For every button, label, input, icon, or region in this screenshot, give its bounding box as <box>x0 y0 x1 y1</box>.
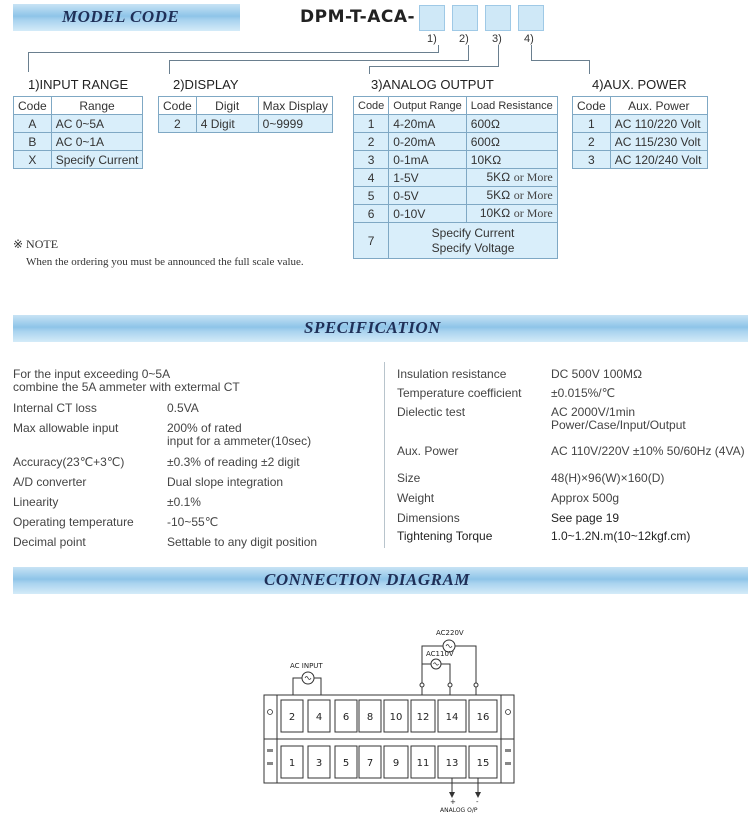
table-row <box>14 115 143 133</box>
terminal-label: 13 <box>445 758 459 769</box>
load-resistance-cell <box>466 187 557 205</box>
specification-title: SPECIFICATION <box>304 318 441 337</box>
terminal-label: 8 <box>366 712 374 723</box>
note-title: ※ NOTE <box>13 237 59 251</box>
spec-value: ±0.3% of reading ±2 digit <box>167 455 300 469</box>
spec-label: Insulation resistance <box>397 367 507 381</box>
code-box-1 <box>419 5 445 31</box>
spec-value: DC 500V 100MΩ <box>551 367 643 381</box>
mounting-hole <box>506 710 511 715</box>
spec-intro-line1: For the input exceeding 0~5A <box>13 367 171 381</box>
spec-intro-line2: combine the 5A ammeter with extermal CT <box>13 380 240 394</box>
table-row <box>159 115 333 133</box>
model-code-title: MODEL CODE <box>62 7 180 26</box>
spec-value: ±0.015%/℃ <box>551 386 616 400</box>
resistance-qualifier: or More <box>513 206 553 220</box>
header-max-display: Max Display <box>258 97 332 115</box>
spec-value: Settable to any digit position <box>167 535 318 549</box>
code-cell: 2 <box>159 115 197 133</box>
header-code: Code <box>573 97 611 115</box>
position-label-2: 2) <box>459 33 469 45</box>
range-cell: AC 0~1A <box>51 133 143 151</box>
connector-line-3 <box>369 66 370 74</box>
resistance-value: 5KΩ <box>486 170 511 184</box>
spec-value: Dual slope integration <box>167 475 284 489</box>
ac110-label: AC110V <box>426 650 454 658</box>
spec-label: Max allowable input <box>13 421 119 435</box>
spec-label: Size <box>397 471 421 485</box>
terminal-label: 10 <box>389 712 403 723</box>
resistance-value: 10KΩ <box>470 152 502 167</box>
code-box-2 <box>452 5 478 31</box>
spec-label: Dimensions <box>397 511 460 525</box>
aux-power-table <box>572 96 708 169</box>
header-digit: Digit <box>196 97 258 115</box>
table-row <box>573 151 708 169</box>
spec-value: AC 110V/220V ±10% 50/60Hz (4VA) <box>551 444 745 458</box>
connector-line-2 <box>169 60 170 74</box>
aux-power-cell: AC 110/220 Volt <box>610 115 707 133</box>
spec-label: Operating temperature <box>13 515 134 529</box>
mounting-hole <box>268 710 273 715</box>
spec-label: Decimal point <box>13 535 86 549</box>
code-cell: 3 <box>573 151 611 169</box>
spec-label: Temperature coefficient <box>397 386 522 400</box>
spec-label: Weight <box>397 491 435 505</box>
resistance-qualifier: or More <box>513 170 553 184</box>
header-load-resistance: Load Resistance <box>466 97 557 115</box>
header-output-range: Output Range <box>389 97 467 115</box>
table-row <box>573 115 708 133</box>
resistance-value: 600Ω <box>470 134 501 149</box>
code-cell: 3 <box>354 151 389 169</box>
code-box-3 <box>485 5 511 31</box>
spec-label: Accuracy(23℃+3℃) <box>13 455 125 469</box>
code-cell: 1 <box>354 115 389 133</box>
output-range-cell: 0-20mA <box>389 133 467 151</box>
spec-value: -10~55℃ <box>167 515 219 529</box>
specify-cell <box>389 223 557 259</box>
specify-current: Specify Current <box>431 225 515 240</box>
load-resistance-cell <box>466 205 557 223</box>
output-range-cell: 0-1mA <box>389 151 467 169</box>
resistance-qualifier: or More <box>513 188 553 202</box>
terminal-label: 11 <box>416 758 430 769</box>
aux-power-cell: AC 115/230 Volt <box>610 133 707 151</box>
header-code: Code <box>159 97 197 115</box>
resistance-value: 10KΩ <box>479 206 511 220</box>
code-cell: 5 <box>354 187 389 205</box>
connector-line-1 <box>28 52 439 53</box>
spec-value-line2: input for a ammeter(10sec) <box>167 434 312 448</box>
terminal-label: 14 <box>445 712 459 723</box>
terminal-label: 4 <box>315 712 323 723</box>
terminal-label: 9 <box>392 758 400 769</box>
spec-divider <box>384 362 385 548</box>
input-range-table <box>13 96 143 169</box>
max-display-cell: 0~9999 <box>258 115 332 133</box>
display-table <box>158 96 333 133</box>
spec-value: See page 19 <box>551 511 620 525</box>
table-row <box>14 151 143 169</box>
resistance-value: 5KΩ <box>486 188 511 202</box>
connection-title: CONNECTION DIAGRAM <box>264 570 470 589</box>
resistance-value: 600Ω <box>470 116 501 131</box>
digit-cell: 4 Digit <box>196 115 258 133</box>
spec-value: Approx 500g <box>551 491 620 505</box>
code-cell: B <box>14 133 52 151</box>
spec-label: A/D converter <box>13 475 87 489</box>
spec-label: Linearity <box>13 495 59 509</box>
table-row <box>573 133 708 151</box>
analog-output-label: ANALOG O/P <box>440 807 478 814</box>
spec-label: Dielectic test <box>397 405 466 419</box>
table-row <box>354 115 558 133</box>
terminal-label: 2 <box>288 712 296 723</box>
connector-line-3 <box>369 66 499 67</box>
spec-value: AC 2000V/1min <box>551 405 636 419</box>
aux-power-cell: AC 120/240 Volt <box>610 151 707 169</box>
load-resistance-cell <box>466 115 557 133</box>
connector-line-4 <box>531 45 532 61</box>
terminal-label: 1 <box>288 758 296 769</box>
spec-value: 1.0~1.2N.m(10~12kgf.cm) <box>551 529 691 543</box>
code-cell: X <box>14 151 52 169</box>
spec-value: 48(H)×96(W)×160(D) <box>551 471 665 485</box>
ac-input-label: AC INPUT <box>290 662 323 670</box>
header-range: Range <box>51 97 143 115</box>
connector-line-4 <box>531 60 590 61</box>
spec-value: 0.5VA <box>167 401 199 415</box>
terminal-label: 3 <box>315 758 323 769</box>
output-range-cell: 0-5V <box>389 187 467 205</box>
terminal-label: 6 <box>342 712 350 723</box>
analog-output-title: 3)ANALOG OUTPUT <box>371 77 494 92</box>
connector-line-4 <box>589 60 590 74</box>
range-cell: Specify Current <box>51 151 143 169</box>
table-row <box>354 133 558 151</box>
connector-line-2 <box>468 45 469 61</box>
output-range-cell: 4-20mA <box>389 115 467 133</box>
connector-line-1 <box>438 45 439 53</box>
spec-label: Internal CT loss <box>13 401 97 415</box>
header-code: Code <box>354 97 389 115</box>
table-row <box>354 205 558 223</box>
ac220-label: AC220V <box>436 629 464 637</box>
connector-line-1 <box>28 52 29 72</box>
table-row <box>14 133 143 151</box>
aux-power-title: 4)AUX. POWER <box>592 77 687 92</box>
code-cell: A <box>14 115 52 133</box>
code-cell: 2 <box>354 133 389 151</box>
code-cell: 2 <box>573 133 611 151</box>
table-row <box>354 187 558 205</box>
header-code: Code <box>14 97 52 115</box>
header-aux-power: Aux. Power <box>610 97 707 115</box>
display-title: 2)DISPLAY <box>173 77 239 92</box>
code-cell: 6 <box>354 205 389 223</box>
table-row <box>354 223 558 259</box>
position-label-1: 1) <box>427 33 437 45</box>
connector-line-3 <box>498 45 499 67</box>
range-cell: AC 0~5A <box>51 115 143 133</box>
spec-value: 200% of rated <box>167 421 242 435</box>
model-number: DPM-T-ACA- <box>300 7 416 27</box>
connector-line-2 <box>169 60 469 61</box>
code-cell: 4 <box>354 169 389 187</box>
code-cell: 7 <box>354 223 389 259</box>
analog-minus: - <box>476 798 479 806</box>
note-text: When the ordering you must be announced the full scale value. <box>26 256 304 268</box>
load-resistance-cell <box>466 151 557 169</box>
terminal-label: 7 <box>366 758 374 769</box>
load-resistance-cell <box>466 133 557 151</box>
table-row <box>354 151 558 169</box>
output-range-cell: 0-10V <box>389 205 467 223</box>
input-range-title: 1)INPUT RANGE <box>28 77 129 92</box>
load-resistance-cell <box>466 169 557 187</box>
terminal-label: 16 <box>476 712 490 723</box>
spec-value-line2: Power/Case/Input/Output <box>551 418 686 432</box>
code-cell: 1 <box>573 115 611 133</box>
spec-value: ±0.1% <box>167 495 201 509</box>
output-range-cell: 1-5V <box>389 169 467 187</box>
table-row <box>354 169 558 187</box>
connection-diagram <box>260 622 520 816</box>
analog-plus: + <box>450 798 456 806</box>
spec-label: Aux. Power <box>397 444 459 458</box>
position-label-3: 3) <box>492 33 502 45</box>
terminal-label: 15 <box>476 758 490 769</box>
analog-output-table <box>353 96 558 259</box>
code-box-4 <box>518 5 544 31</box>
terminal-label: 5 <box>342 758 350 769</box>
position-label-4: 4) <box>524 33 534 45</box>
spec-label: Tightening Torque <box>397 529 493 543</box>
terminal-label: 12 <box>416 712 430 723</box>
specify-voltage: Specify Voltage <box>431 240 515 255</box>
